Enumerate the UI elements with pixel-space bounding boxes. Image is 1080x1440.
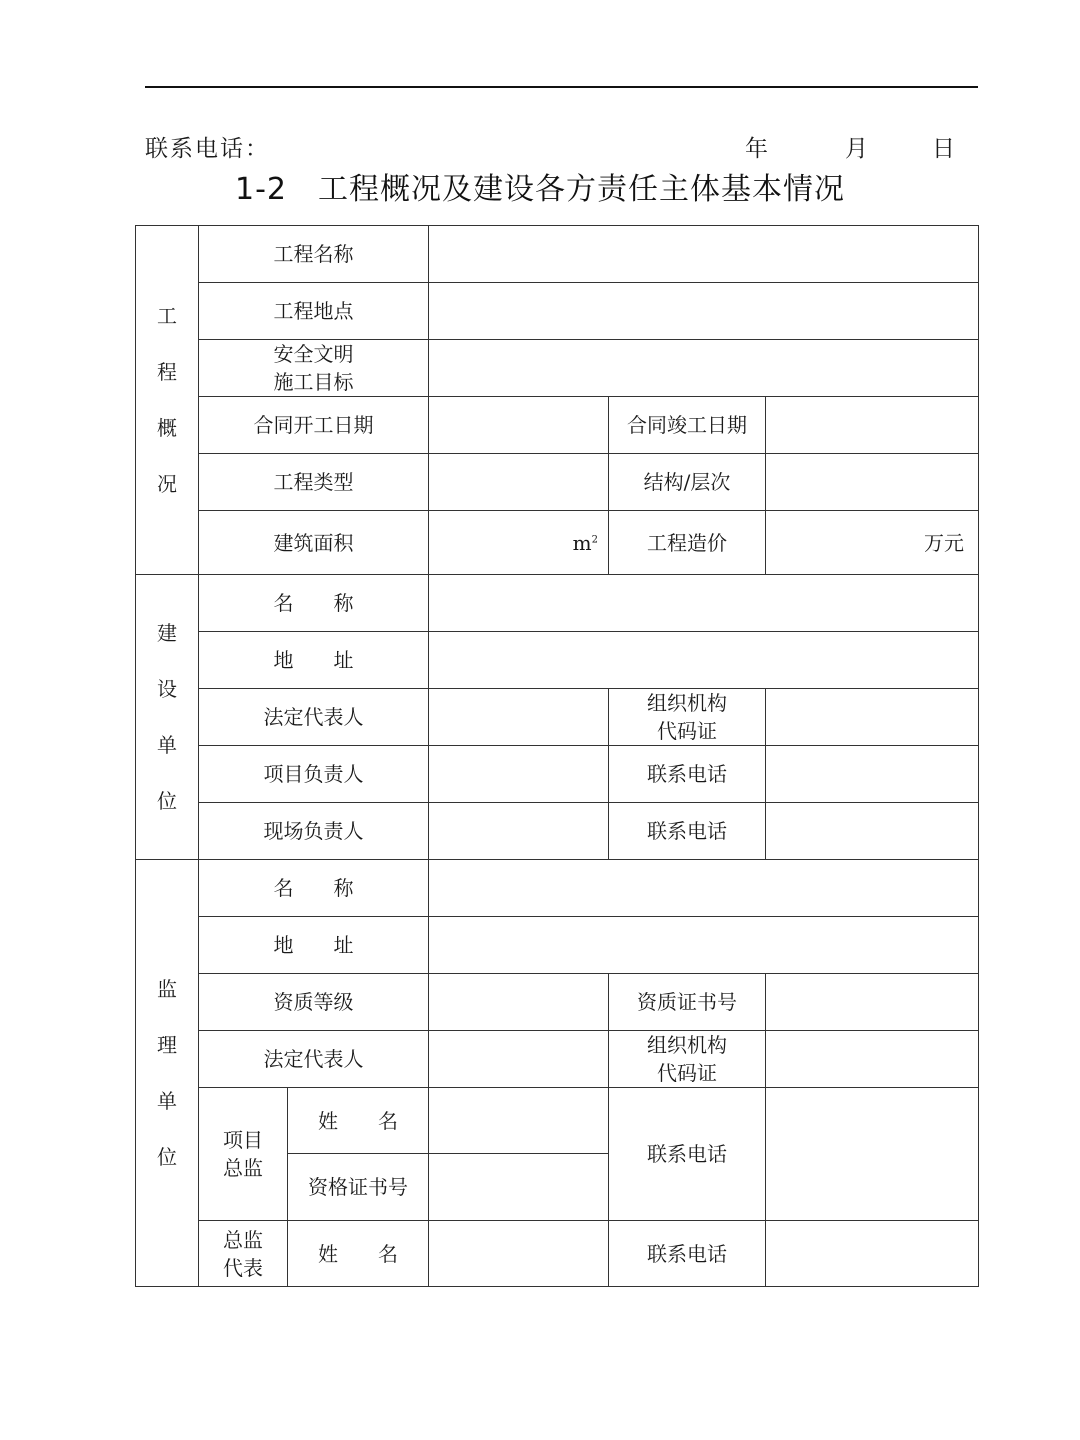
cu-site-manager-value[interactable] xyxy=(429,803,609,860)
safety-goal-label xyxy=(199,340,429,397)
row-cu-pm xyxy=(136,746,979,803)
project-cost-label: 工程造价 xyxy=(609,511,766,575)
su-rep-name-label: 姓 名 xyxy=(288,1221,429,1287)
structure-floors-value[interactable] xyxy=(766,454,979,511)
project-location-label: 工程地点 xyxy=(199,283,429,340)
section-supervision-unit xyxy=(136,860,199,1287)
su-chief-label xyxy=(199,1088,288,1221)
su-legal-rep-value[interactable] xyxy=(429,1031,609,1088)
su-chief-phone-label: 联系电话 xyxy=(609,1088,766,1221)
cu-legal-rep-value[interactable] xyxy=(429,689,609,746)
su-qualification-level-label: 资质等级 xyxy=(199,974,429,1031)
section-char: 理 xyxy=(157,1033,177,1057)
contract-start-label: 合同开工日期 xyxy=(199,397,429,454)
row-safety-goal xyxy=(136,340,979,397)
section-char: 工 xyxy=(157,304,177,328)
cu-org-code-line2: 代码证 xyxy=(657,719,717,743)
su-org-code-value[interactable] xyxy=(766,1031,979,1088)
cu-legal-rep-label: 法定代表人 xyxy=(199,689,429,746)
row-su-address xyxy=(136,917,979,974)
su-rep-phone-value[interactable] xyxy=(766,1221,979,1287)
cu-name-label: 名 称 xyxy=(199,575,429,632)
row-project-location xyxy=(136,283,979,340)
section-char: 概 xyxy=(157,416,177,440)
structure-floors-label: 结构/层次 xyxy=(609,454,766,511)
project-name-value[interactable] xyxy=(429,226,979,283)
row-su-legal xyxy=(136,1031,979,1088)
su-chief-cert-label: 资格证书号 xyxy=(288,1154,429,1221)
project-type-label: 工程类型 xyxy=(199,454,429,511)
su-chief-label-line1: 项目 xyxy=(223,1128,263,1152)
cu-org-code-value[interactable] xyxy=(766,689,979,746)
section-construction-unit xyxy=(136,575,199,860)
su-address-value[interactable] xyxy=(429,917,979,974)
building-area-value[interactable] xyxy=(429,511,609,575)
cu-phone2-label: 联系电话 xyxy=(609,803,766,860)
row-project-type xyxy=(136,454,979,511)
project-type-value[interactable] xyxy=(429,454,609,511)
form-title: 1-2 工程概况及建设各方责任主体基本情况 xyxy=(235,172,845,207)
su-org-code-label xyxy=(609,1031,766,1088)
cost-unit: 万元 xyxy=(924,530,965,555)
date-day-label: 日 xyxy=(932,136,955,162)
building-area-label: 建筑面积 xyxy=(199,511,429,575)
contract-start-value[interactable] xyxy=(429,397,609,454)
su-qualification-level-value[interactable] xyxy=(429,974,609,1031)
section-char: 位 xyxy=(157,1145,177,1169)
safety-goal-line2: 施工目标 xyxy=(273,370,354,394)
su-rep-label-line1: 总监 xyxy=(223,1227,263,1252)
su-legal-rep-label: 法定代表人 xyxy=(199,1031,429,1088)
su-rep-label xyxy=(199,1221,288,1287)
cu-address-label: 地 址 xyxy=(199,632,429,689)
safety-goal-value[interactable] xyxy=(429,340,979,397)
cu-org-code-line1: 组织机构 xyxy=(647,691,727,715)
su-org-code-line2: 代码证 xyxy=(657,1061,717,1085)
contact-phone-label: 联系电话： xyxy=(145,136,270,162)
cu-org-code-label xyxy=(609,689,766,746)
su-chief-phone-value[interactable] xyxy=(766,1088,979,1221)
su-chief-label-line2: 总监 xyxy=(223,1156,263,1180)
su-name-value[interactable] xyxy=(429,860,979,917)
row-su-name xyxy=(136,860,979,917)
row-contract-dates xyxy=(136,397,979,454)
row-cu-legal xyxy=(136,689,979,746)
cu-name-value[interactable] xyxy=(429,575,979,632)
su-chief-name-value[interactable] xyxy=(429,1088,609,1154)
project-name-label: 工程名称 xyxy=(199,226,429,283)
cu-address-value[interactable] xyxy=(429,632,979,689)
top-rule xyxy=(145,86,978,88)
row-su-qualification xyxy=(136,974,979,1031)
cu-phone2-value[interactable] xyxy=(766,803,979,860)
cu-project-manager-label: 项目负责人 xyxy=(199,746,429,803)
date-month-label: 月 xyxy=(845,136,868,162)
section-char: 程 xyxy=(157,360,177,384)
project-location-value[interactable] xyxy=(429,283,979,340)
su-qualification-cert-label: 资质证书号 xyxy=(609,974,766,1031)
project-cost-value[interactable] xyxy=(766,511,979,575)
row-project-name xyxy=(136,226,979,283)
cu-project-manager-value[interactable] xyxy=(429,746,609,803)
su-rep-phone-label: 联系电话 xyxy=(609,1221,766,1287)
cu-phone1-value[interactable] xyxy=(766,746,979,803)
date-year-label: 年 xyxy=(745,136,768,162)
su-address-label: 地 址 xyxy=(199,917,429,974)
row-area-cost xyxy=(136,511,979,575)
section-char: 建 xyxy=(157,621,177,645)
contract-completion-value[interactable] xyxy=(766,397,979,454)
row-su-chief-name xyxy=(136,1088,979,1154)
cu-phone1-label: 联系电话 xyxy=(609,746,766,803)
section-char: 位 xyxy=(157,789,177,813)
su-rep-name-value[interactable] xyxy=(429,1221,609,1287)
section-char: 设 xyxy=(157,677,177,701)
su-qualification-cert-value[interactable] xyxy=(766,974,979,1031)
su-org-code-line1: 组织机构 xyxy=(647,1033,727,1057)
su-name-label: 名 称 xyxy=(199,860,429,917)
section-char: 单 xyxy=(157,733,177,757)
contract-completion-label: 合同竣工日期 xyxy=(609,397,766,454)
row-cu-site xyxy=(136,803,979,860)
section-char: 单 xyxy=(157,1089,177,1113)
su-chief-name-label: 姓 名 xyxy=(288,1088,429,1154)
row-cu-address xyxy=(136,632,979,689)
su-rep-label-line2: 代表 xyxy=(223,1255,263,1280)
su-chief-cert-value[interactable] xyxy=(429,1154,609,1221)
section-project-overview xyxy=(136,226,199,575)
area-unit-sup: 2 xyxy=(591,533,598,545)
row-cu-name xyxy=(136,575,979,632)
section-char: 监 xyxy=(157,977,177,1001)
section-char: 况 xyxy=(157,472,177,496)
cu-site-manager-label: 现场负责人 xyxy=(199,803,429,860)
project-info-table xyxy=(135,225,979,1287)
row-su-rep xyxy=(136,1221,979,1287)
area-unit: m xyxy=(572,530,592,555)
safety-goal-line1: 安全文明 xyxy=(273,342,354,366)
